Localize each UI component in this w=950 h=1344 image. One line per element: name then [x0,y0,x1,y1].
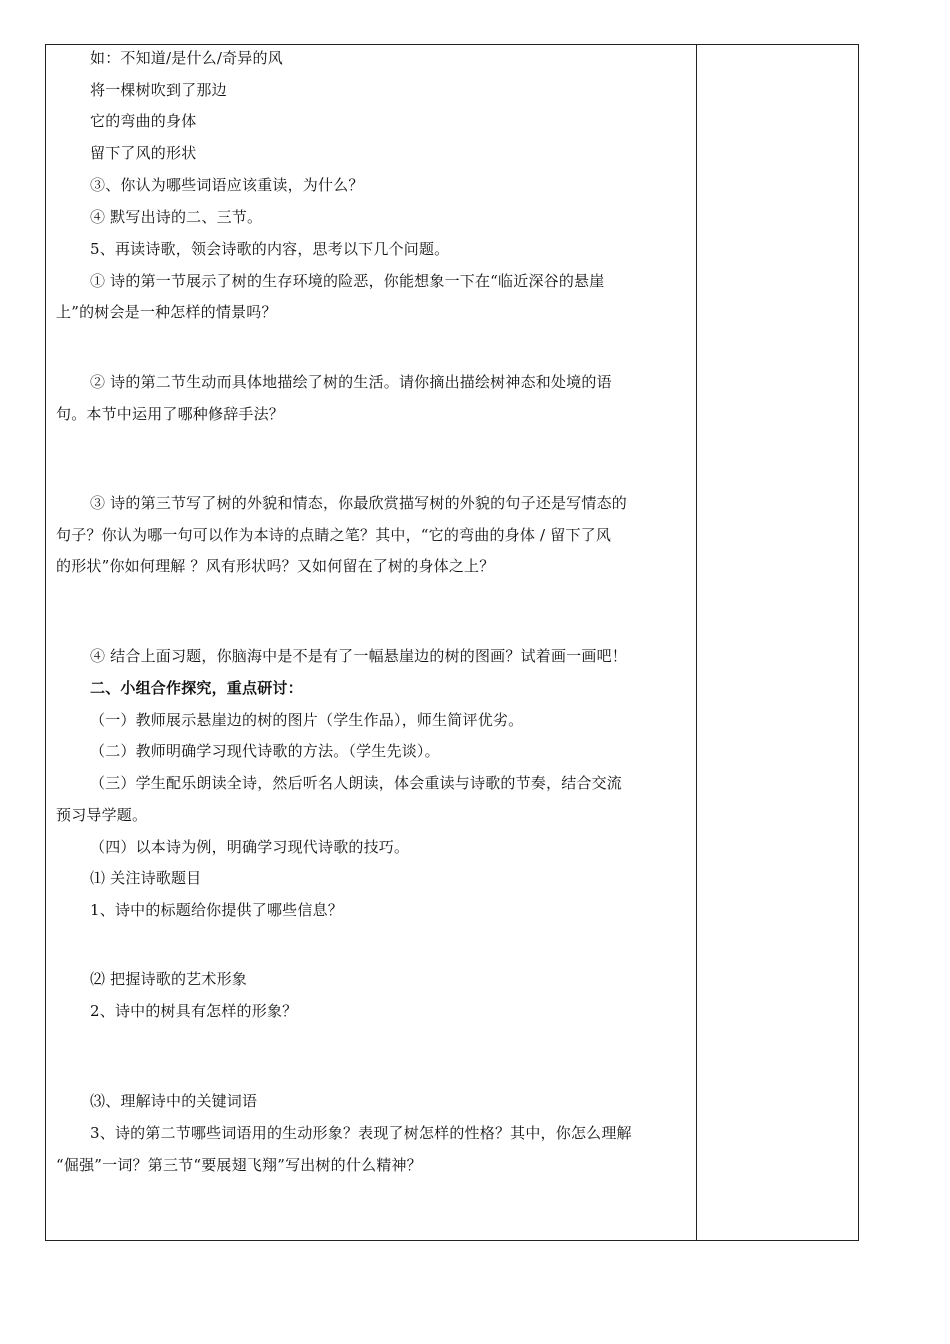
text-line: 如：不知道/是什么/奇异的风 [90,49,283,67]
question-line: 句子？你认为哪一句可以作为本诗的点睛之笔？其中，“它的弯曲的身体 / 留下了风 [56,526,612,544]
question-line: 上”的树会是一种怎样的情景吗？ [56,303,277,321]
subheading-line: ⑴ 关注诗歌题目 [90,869,202,887]
question-line: ① 诗的第一节展示了树的生存环境的险恶，你能想象一下在“临近深谷的悬崖 [90,272,605,290]
question-line: ③ 诗的第三节写了树的外貌和情态，你最欣赏描写树的外貌的句子还是写情态的 [90,494,627,512]
text-line: 预习导学题。 [56,806,148,824]
text-line: 留下了风的形状 [90,144,197,162]
question-line: ④ 默写出诗的二、三节。 [90,208,263,226]
text-line: （三）学生配乐朗读全诗，然后听名人朗读，体会重读与诗歌的节奏，结合交流 [90,774,623,792]
question-line: ④ 结合上面习题，你脑海中是不是有了一幅悬崖边的树的图画？试着画一画吧！ [90,647,627,665]
text-line: 将一棵树吹到了那边 [90,81,227,99]
text-line: 它的弯曲的身体 [90,112,197,130]
question-line: 1、诗中的标题给你提供了哪些信息？ [90,901,343,919]
question-line: ③、你认为哪些词语应该重读，为什么？ [90,176,364,194]
section-line: 5、再读诗歌，领会诗歌的内容，思考以下几个问题。 [90,240,450,258]
text-line: （二）教师明确学习现代诗歌的方法。（学生先谈）。 [90,742,440,760]
text-line: （四）以本诗为例，明确学习现代诗歌的技巧。 [90,838,410,856]
question-line: “倔强”一词？第三节“要展翅飞翔”写出树的什么精神？ [56,1156,422,1174]
question-line: 3、诗的第二节哪些词语用的生动形象？表现了树怎样的性格？其中，你怎么理解 [90,1124,632,1142]
question-line: 句。本节中运用了哪种修辞手法？ [56,405,285,423]
section-heading: 二、小组合作探究，重点研讨： [90,679,303,697]
lesson-table [45,44,859,1241]
subheading-line: ⑵ 把握诗歌的艺术形象 [90,970,247,988]
text-line: （一）教师展示悬崖边的树的图片（学生作品），师生简评优劣。 [90,711,524,729]
question-line: 2、诗中的树具有怎样的形象？ [90,1002,298,1020]
question-line: ② 诗的第二节生动而具体地描绘了树的生活。请你摘出描绘树神态和处境的语 [90,373,612,391]
question-line: 的形状”你如何理解 ？风有形状吗？又如何留在了树的身体之上？ [56,557,495,575]
content-cell [46,45,696,1240]
subheading-line: ⑶、理解诗中的关键词语 [90,1092,258,1110]
notes-cell [697,45,858,1240]
